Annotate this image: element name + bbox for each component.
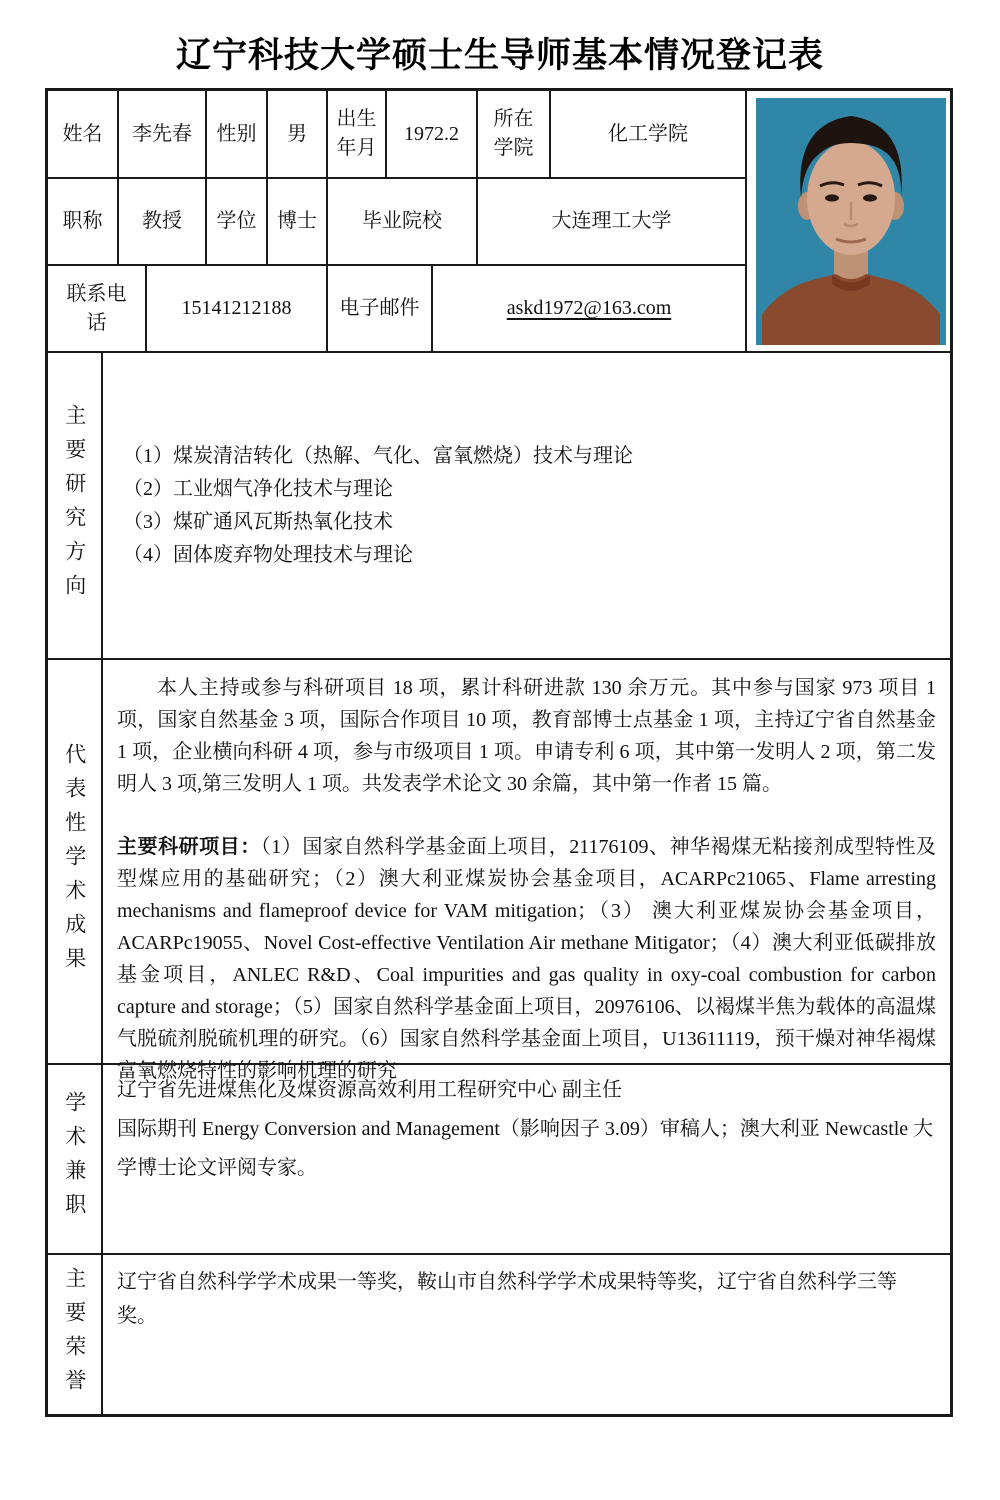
phone-value: 15141212188 <box>145 264 326 351</box>
achievements-summary: 本人主持或参与科研项目 18 项，累计科研进款 130 余万元。其中参与国家 973 项目 1 项，国家自然基金 3 项，国际合作项目 10 项，教育部博士点基金 1 项，主持辽宁省自然基金 1 项，企业横向科研 4 项，参与市级项目 1 项。申请专利 6 项，其中第一发明人 2 项，第二发明人 3 项,第三发明人 1 项。共发表学术论文 30 余篇，其中第一作者 15 篇。 <box>117 677 936 795</box>
post-line: 辽宁省先进煤焦化及煤资源高效利用工程研究中心 副主任 <box>117 1079 622 1101</box>
title-label: 职称 <box>48 177 117 264</box>
school-value: 大连理工大学 <box>476 177 745 264</box>
title-value: 教授 <box>117 177 205 264</box>
photo-cell <box>745 91 950 351</box>
research-directions-content <box>101 351 950 658</box>
gender-label: 性别 <box>205 91 266 177</box>
school-label: 毕业院校 <box>326 177 476 264</box>
degree-label: 学位 <box>205 177 266 264</box>
honors-text: 辽宁省自然科学学术成果一等奖，鞍山市自然科学学术成果特等奖，辽宁省自然科学三等奖。 <box>117 1271 897 1327</box>
portrait-photo <box>756 98 946 345</box>
page-title: 辽宁科技大学硕士生导师基本情况登记表 <box>175 36 824 75</box>
academic-posts-label-cell <box>48 1063 101 1253</box>
research-direction-item: （2）工业烟气净化技术与理论 <box>123 477 393 500</box>
honors-label-cell <box>48 1253 101 1414</box>
name-value: 李先春 <box>117 91 205 177</box>
degree-value: 博士 <box>266 177 326 264</box>
achievements-content <box>101 658 950 1082</box>
research-direction-item: （3）煤矿通风瓦斯热氧化技术 <box>123 510 393 533</box>
honors-label: 主要荣誉 <box>62 1266 87 1403</box>
research-direction-item: （1）煤炭清洁转化（热解、气化、富氧燃烧）技术与理论 <box>123 444 633 467</box>
eye-right <box>863 194 877 201</box>
birth-value: 1972.2 <box>385 91 476 177</box>
achievements-label: 代表性学术成果 <box>62 742 87 981</box>
projects-label: 主要科研项目： <box>117 836 261 858</box>
name-label: 姓名 <box>62 122 103 145</box>
college-label: 所在学院 <box>476 91 549 177</box>
achievements-projects <box>117 831 936 1087</box>
registration-table <box>45 88 953 1417</box>
eye-left <box>825 194 839 201</box>
face <box>807 141 895 255</box>
college-value: 化工学院 <box>549 91 745 177</box>
gender-value: 男 <box>266 91 326 177</box>
email-label: 电子邮件 <box>326 264 431 351</box>
projects-text: （1）国家自然科学基金面上项目，21176109、神华褐煤无粘接剂成型特性及型煤应用的基础研究；（2）澳大利亚煤炭协会基金项目，ACARPc21065、Flame arresting mechanisms and flameproof device for VAM mitigation；（3） 澳大利亚煤炭协会基金项目，ACARPc19055、Novel Cost-effective Ventilation Air methane Mitigator；（4）澳大利亚低碳排放基金项目，ANLEC R&D、Coal impurities and gas quality in oxy-coal combustion for carbon capture and storage；（5）国家自然科学基金面上项目，20976106、以褐煤半焦为载体的高温煤气脱硫剂脱硫机理的研究。（6）国家自然科学基金面上项目，U13611119，预干燥对神华褐煤富氧燃烧特性的影响机理的研究 <box>117 836 936 1082</box>
honors-content <box>101 1253 950 1414</box>
phone-label: 联系电话 <box>48 264 145 351</box>
research-directions-label-cell <box>48 351 101 658</box>
achievements-label-cell <box>48 658 101 1063</box>
email-link[interactable]: askd1972@163.com <box>506 297 672 319</box>
academic-posts-label: 学术兼职 <box>62 1091 87 1227</box>
email-cell <box>431 264 745 351</box>
portrait-photo-drawing <box>756 98 946 345</box>
research-directions-label: 主要研究方向 <box>62 403 87 608</box>
post-line: 国际期刊 Energy Conversion and Management（影响因子 3.09）审稿人；澳大利亚 Newcastle 大学博士论文评阅专家。 <box>117 1118 934 1179</box>
academic-posts-content <box>101 1063 950 1253</box>
birth-label: 出生年月 <box>326 91 385 177</box>
research-direction-item: （4）固体废弃物处理技术与理论 <box>123 543 413 566</box>
